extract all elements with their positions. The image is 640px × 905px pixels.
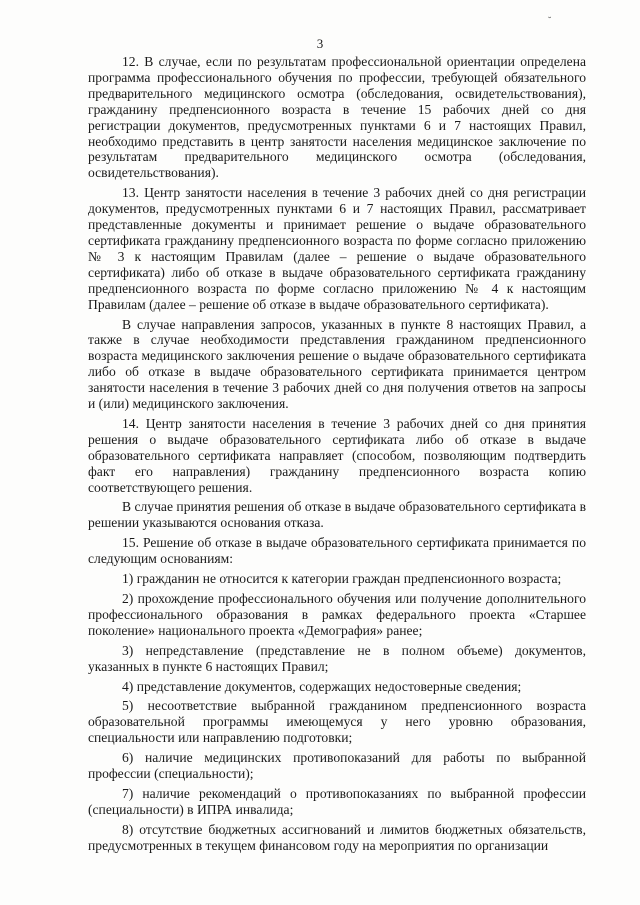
paragraph-12: 12. В случае, если по результатам профессиональной ориентации определена программа профессионального обучения по профессии, требующей обязательного предварительного медицинского осмотра (обследования, освидетельствования), гражданину предпенсионного возраста в течение 15 рабочих дней со дня регистрации документов, предусмотренных пунктами 6 и 7 настоящих Правил, необходимо представить в центр занятости населения медицинское заключение по результатам предварительного медицинского осмотра (обследования, освидетельствования). <box>88 54 586 181</box>
page-number: 3 <box>316 36 324 51</box>
paragraph-14: 14. Центр занятости населения в течение 3 рабочих дней со дня принятия решения о выдаче образовательного сертификата либо об отказе в выдаче образовательного сертификата направляет (способом, позволяющим подтвердить факт его направления) гражданину предпенсионного возраста копию соответствующего решения. <box>88 415 586 495</box>
list-item-3: 3) непредставление (представление не в полном объеме) документов, указанных в пункте 6 настоящих Правил; <box>88 642 586 674</box>
document-body <box>88 54 586 858</box>
list-item-2: 2) прохождение профессионального обучения или получение дополнительного профессионального образования в рамках федерального проекта «Старшее поколение» национального проекта «Демография» ранее; <box>88 591 586 638</box>
paragraph-15: 15. Решение об отказе в выдаче образовательного сертификата принимается по следующим основаниям: <box>88 535 586 567</box>
paragraph-14-refusal: В случае принятия решения об отказе в выдаче образовательного сертификата в решении указываются основания отказа. <box>88 499 586 531</box>
list-item-7: 7) наличие рекомендаций о противопоказаниях по выбранной профессии (специальности) в ИПРА инвалида; <box>88 785 586 817</box>
list-item-6: 6) наличие медицинских противопоказаний для работы по выбранной профессии (специальности); <box>88 750 586 782</box>
list-item-1: 1) гражданин не относится к категории граждан предпенсионного возраста; <box>122 571 562 587</box>
list-item-8: 8) отсутствие бюджетных ассигнований и лимитов бюджетных обязательств, предусмотренных в текущем финансовом году на мероприятия по организации <box>88 821 586 853</box>
paragraph-13-requests: В случае направления запросов, указанных в пункте 8 настоящих Правил, а также в случае необходимости представления гражданином предпенсионного возраста медицинского заключения решение о выдаче образовательного сертификата либо об отказе в выдаче образовательного сертификата принимается центром занятости населения в течение 3 рабочих дней со дня получения ответов на запросы и (или) медицинского заключения. <box>88 316 586 412</box>
paragraph-13: 13. Центр занятости населения в течение 3 рабочих дней со дня регистрации документов, предусмотренных пунктами 6 и 7 настоящих Правил, рассматривает представленные документы и принимает решение о выдаче образовательного сертификата гражданину предпенсионного возраста по форме согласно приложению № 3 к настоящим Правилам (далее – решение о выдаче образовательного сертификата) либо об отказе в выдаче образовательного сертификата гражданину предпенсионного возраста по форме согласно приложению № 4 к настоящим Правилам (далее – решение об отказе в выдаче образовательного сертификата). <box>88 185 586 312</box>
list-item-4: 4) представление документов, содержащих недостоверные сведения; <box>122 678 522 694</box>
list-item-5: 5) несоответствие выбранной гражданином предпенсионного возраста образовательной программы имеющемуся у него уровню образования, специальности или направлению подготовки; <box>88 698 586 746</box>
corner-mark: ˘ <box>548 16 552 27</box>
